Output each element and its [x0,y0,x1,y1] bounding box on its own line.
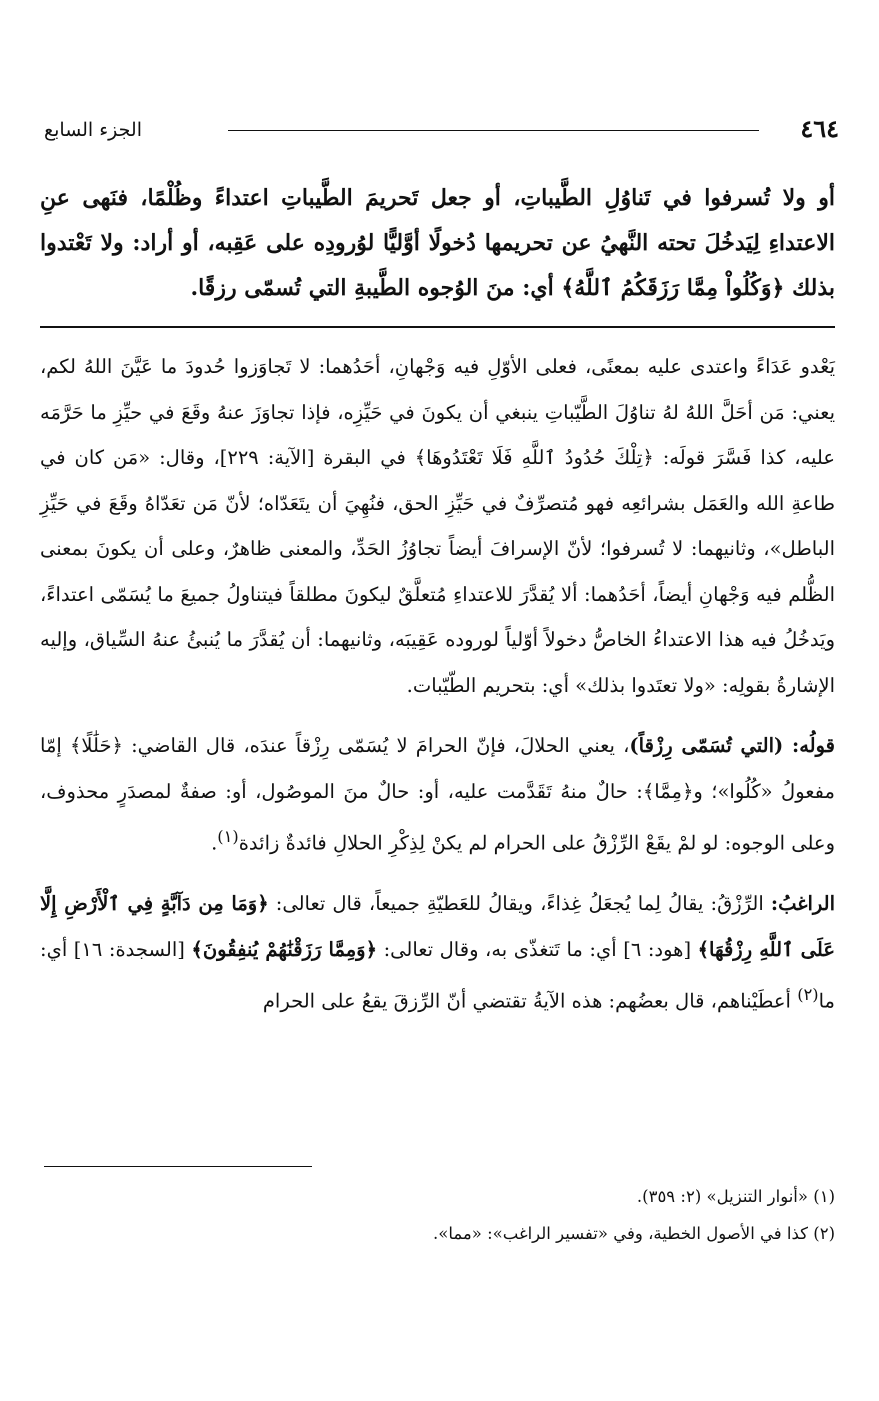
commentary-paragraph-2: قولُه: (التي تُسَمّى رِزْقاً)، يعني الحلالَ، فإنّ الحرامَ لا يُسَمّى رِزْقاً عندَه، قال القاضي: ﴿حَلَٰلًا﴾ إمّا مفعولُ «كُلُوا»؛ و﴿مِمَّا﴾: حالٌ منهُ تَقَدَّمت عليه، أو: حالٌ منَ الموصُول، أو: صفةٌ لمصدَرٍ محذوف، وعلى الوجوه: لو لمْ يقَعْ الرِّزْقُ على الحرام لم يكنْ لِذِكْرِ الحلالِ فائدةٌ زائدة$^{(١)}$. [40,734,835,855]
main-text-separator [40,326,835,328]
main-text-block [40,176,835,311]
footnote-2: (٢) كذا في الأصول الخطية، وفي «تفسير الراغب»: «مما». [433,1224,835,1243]
section-title: الجزء السابع [44,119,142,141]
footnote-1: (١) «أنوار التنزيل» (٢: ٣٥٩). [636,1187,835,1206]
running-head [44,112,839,146]
page-number: ٤٦٤ [800,114,839,143]
paragraph-3-text-c: [السجدة: ١٦] أي: ما [40,937,835,1013]
main-text: أو ولا تُسرفوا في تَناوُلِ الطَّيباتِ، أو جعل تَحريمَ الطَّيباتِ اعتداءً وظُلْمًا، فنَهى عنِ الاعتداءِ لِيَدخُلَ تحته النَّهيُ عن تحريمها دُخولًا أوَّليًّا لوُرودِه على عَقِبه، أو أراد: ولا تَعْتدوا بذلك ﴿وَكُلُواْ مِمَّا رَزَقَكُمُ ٱللَّهُ﴾ أي: منَ الوُجوه الطَّيبةِ التي تُسمّى رزقًا. [40,185,835,301]
paragraph-2-text: ، يعني الحلالَ، فإنّ الحرامَ لا يُسَمّى رِزْقاً عندَه، قال القاضي: ﴿حَلَٰلًا﴾ إمّا مفعولُ «كُلُوا»؛ و﴿مِمَّا﴾: حالٌ منهُ تَقَدَّمت عليه، أو: حالٌ منَ الموصُول، أو: صفةٌ لمصدَرٍ محذوف، وعلى الوجوه: لو لمْ يقَعْ الرِّزْقُ على الحرام لم يكنْ لِذِكْرِ الحلالِ فائدةٌ زائدة [40,734,835,855]
quoted-phrase: قولُه: (التي تُسَمّى رِزْقاً) [629,734,835,757]
quran-verse-1: ﴿وَمَا مِن دَآبَّةٍ فِي ٱلْأَرْضِ إِلَّا عَلَى ٱللَّهِ رِزْقُهَا﴾ [40,892,835,961]
commentary-paragraph-1: يَعْدو عَدَاءً واعتدى عليه بمعنًى، فعلى الأوّلِ فيه وَجْهانِ، أحَدُهما: لا تَجاوَزوا حُدودَ ما عَيَّنَ اللهُ لكم، يعني: مَن أحَلَّ اللهُ لهُ تناوُلَ الطَّيّباتِ ينبغي أن يكونَ في حَيِّزِه، فإذا تجاوَزَ عنهُ وقَعَ في حيِّزِ ما حَرَّمَه عليه، كذا فَسَّرَ قولَه: ﴿تِلْكَ حُدُودُ ٱللَّهِ فَلَا تَعْتَدُوهَا﴾ في البقرة [الآية: ٢٢٩]، وقال: «مَن كان في طاعةِ الله والعَمَل بشرائعِه فهو مُتصرِّفٌ في حَيِّزِ الحق، فنُهِيَ أن يتَعَدّاه؛ لأنّ مَن تعَدّاهُ وقَعَ في حَيِّزِ الباطل»، وثانيهما: لا تُسرفوا؛ لأنّ الإسرافَ أيضاً تجاوُزُ الحَدِّ، والمعنى ظاهرٌ، وعلى أن يكونَ بمعنى الظُّلم فيه وَجْهانِ أيضاً، أحَدُهما: ألا يُقدَّرَ للاعتداءِ مُتعلَّقٌ ليكونَ مطلقاً فيتناولُ جميعَ ما يُسَمّى اعتداءً، ويَدخُلُ فيه هذا الاعتداءُ الخاصُّ دخولاً أوّلياً لوروده عَقِيبَه، وثانيهما: أن يُقدَّرَ ما يُنبئُ عنهُ السِّياق، وإليه الإشارةُ بقولِه: «ولا تعتَدوا بذلك» أي: بتحريم الطّيّبات. [40,355,836,697]
footnotes [40,1178,835,1252]
header-rule [228,130,759,131]
author-name: الراغبُ: [770,892,835,915]
paragraph-3-text-b: [هود: ٦] أي: ما تَتغذّى به، وقال تعالى: [377,937,698,961]
commentary-paragraph-3 [40,881,835,1024]
footnote-rule [44,1166,312,1167]
commentary-block [40,344,835,1039]
footnote-ref-1: (١) [217,827,239,846]
footnote-ref-2: (٢) [797,985,819,1004]
quran-verse-2: ﴿وَمِمَّا رَزَقْنَٰهُمْ يُنفِقُونَ﴾ [191,937,378,961]
paragraph-3-text-d: أعطَيْناهم، قال بعضُهم: هذه الآيةُ تقتضي أنّ الرِّزقَ يقعُ على الحرام [262,989,798,1013]
paragraph-3-text-a: الرِّزْقُ: يقالُ لِما يُجعَلُ غِذاءً، ويقالُ للعَطيّةِ جميعاً، قال تعالى: [268,892,771,915]
